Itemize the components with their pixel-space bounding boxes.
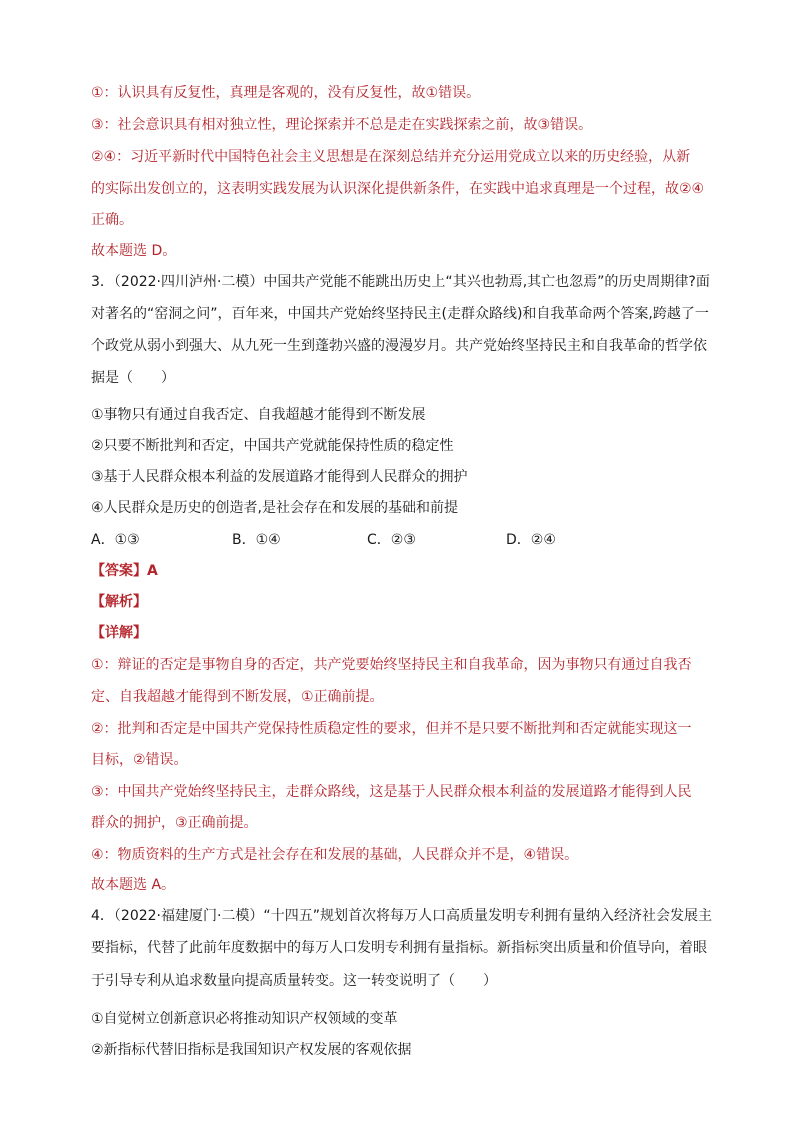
detail-label: 【详解】 (91, 625, 147, 641)
analysis-label: 【解析】 (91, 594, 147, 610)
explanation-line: ③：社会意识具有相对独立性，理论探索并不总是走在实践探索之前，故③错误。 (91, 117, 593, 133)
conclusion-text: 故本题选 D。 (91, 243, 177, 259)
question-stem: 据是（ ） (91, 370, 175, 386)
question-stem: 要指标，代替了此前年度数据中的每万人口发明专利拥有量指标。新指标突出质量和价值导向，着眼 (91, 940, 707, 956)
explanation-line: 正确。 (91, 212, 133, 228)
explanation-line: ②：批判和否定是中国共产党保持性质稳定性的要求，但并不是只要不断批判和否定就能实现这一 (91, 721, 692, 737)
option-a: A．①③ (91, 532, 140, 548)
statement-2: ②只要不断批判和否定，中国共产党就能保持性质的稳定性 (91, 438, 454, 454)
statement-1: ①事物只有通过自我否定、自我超越才能得到不断发展 (91, 407, 426, 423)
explanation-line: ①：辩证的否定是事物自身的否定，共产党要始终坚持民主和自我革命，因为事物只有通过自我否 (91, 657, 692, 673)
option-d: D．②④ (506, 532, 556, 548)
answer-label: 【答案】A (91, 563, 158, 579)
explanation-line: ①：认识具有反复性，真理是客观的，没有反复性，故①错误。 (91, 85, 481, 101)
explanation-line: ③：中国共产党始终坚持民主，走群众路线，这是基于人民群众根本利益的发展道路才能得到人民 (91, 784, 692, 800)
statement-2: ②新指标代替旧指标是我国知识产权发展的客观依据 (91, 1042, 412, 1058)
conclusion-text: 故本题选 A。 (91, 877, 176, 893)
explanation-line: ④：物质资料的生产方式是社会存在和发展的基础，人民群众并不是，④错误。 (91, 847, 579, 863)
statement-3: ③基于人民群众根本利益的发展道路才能得到人民群众的拥护 (91, 469, 468, 485)
explanation-line: 定、自我超越才能得到不断发展，①正确前提。 (91, 689, 384, 705)
question-stem: 于引导专利从追求数量向提高质量转变。这一转变说明了（ ） (91, 973, 497, 989)
option-b: B．①④ (232, 532, 281, 548)
explanation-line: 目标，②错误。 (91, 752, 188, 768)
question-stem: 4．（2022·福建厦门·二模）“十四五”规划首次将每万人口高质量发明专利拥有量纳入经济社会发展主 (91, 908, 712, 924)
explanation-line: 群众的拥护，③正确前提。 (91, 815, 258, 831)
answer-options (91, 531, 711, 549)
question-stem: 对著名的“窑洞之问”，百年来，中国共产党始终坚持民主(走群众路线)和自我革命两个答案,跨越了一 (91, 306, 709, 322)
question-stem: 个政党从弱小到强大、从九死一生到蓬勃兴盛的漫漫岁月。共产党始终坚持民主和自我革命的哲学依 (91, 338, 707, 354)
explanation-line: 的实际出发创立的，这表明实践发展为认识深化提供新条件，在实践中追求真理是一个过程，故②④ (91, 181, 705, 197)
option-c: C．②③ (367, 532, 416, 548)
question-stem: 3．（2022·四川泸州·二模）中国共产党能不能跳出历史上“其兴也勃焉,其亡也忽焉”的历史周期律?面 (91, 274, 710, 290)
explanation-line: ②④：习近平新时代中国特色社会主义思想是在深刻总结并充分运用党成立以来的历史经验，从新 (91, 149, 691, 165)
statement-1: ①自觉树立创新意识必将推动知识产权领域的变革 (91, 1011, 398, 1027)
statement-4: ④人民群众是历史的创造者,是社会存在和发展的基础和前提 (91, 500, 458, 516)
